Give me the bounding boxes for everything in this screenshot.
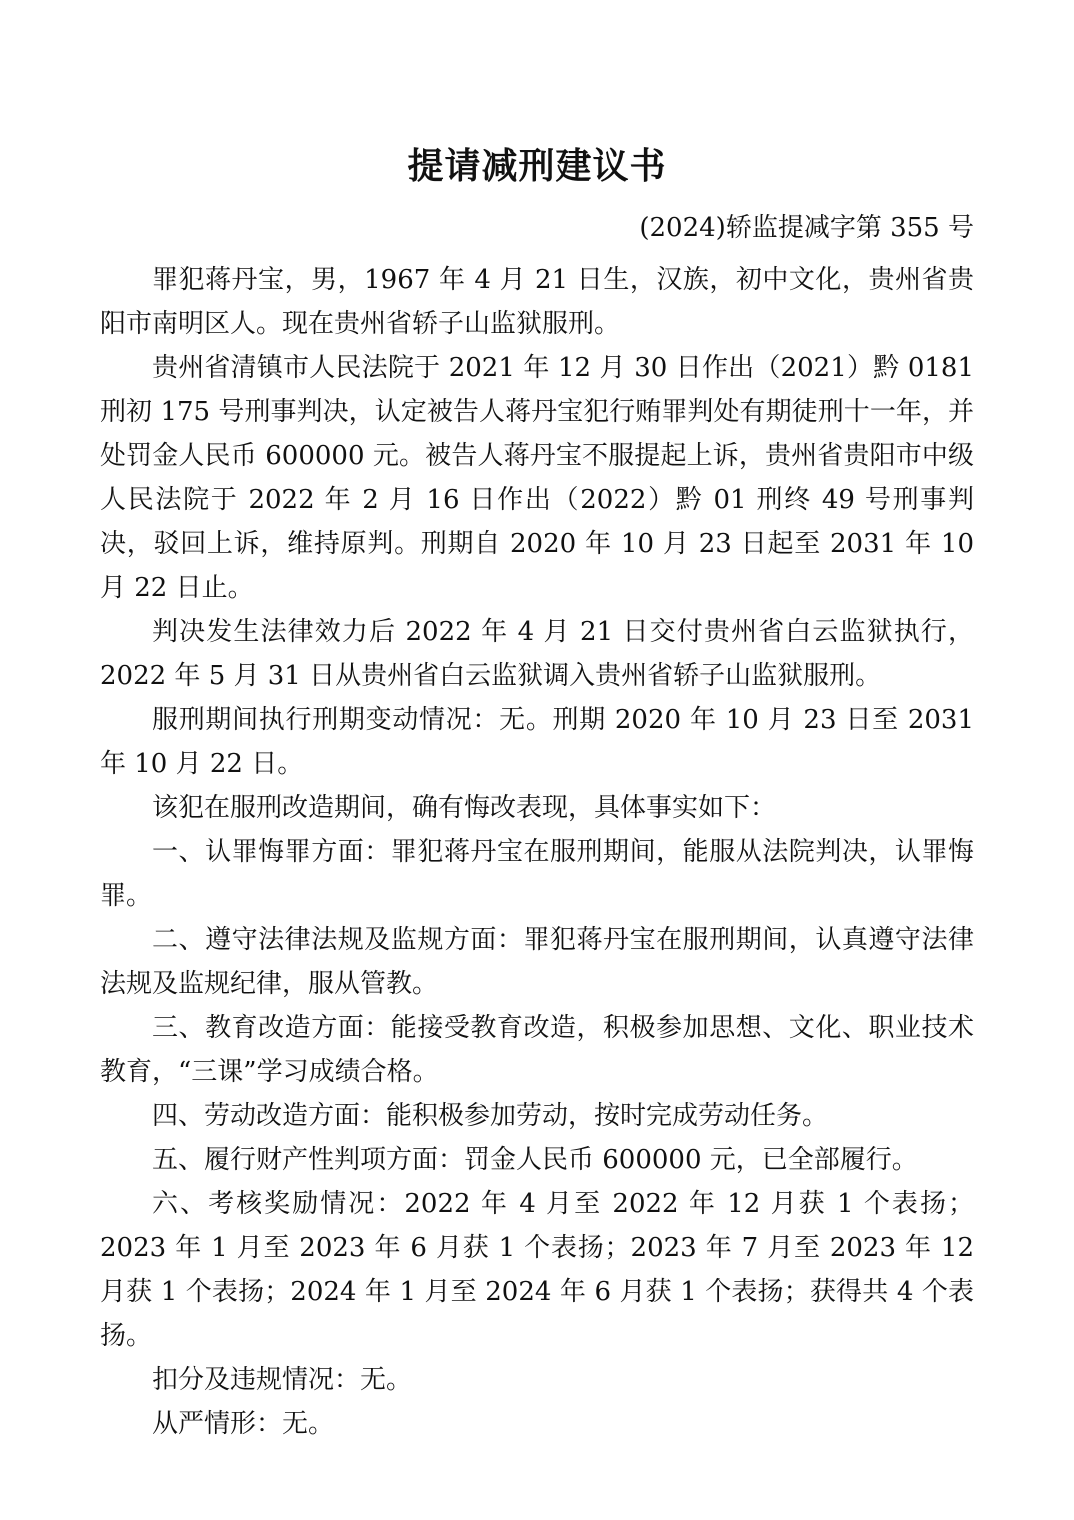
paragraph-violations: 扣分及违规情况：无。 bbox=[152, 1365, 413, 1395]
document-title: 提请减刑建议书 bbox=[407, 146, 667, 187]
paragraph-facts-intro: 该犯在服刑改造期间，确有悔改表现，具体事实如下： bbox=[152, 793, 777, 823]
paragraph-criminal-info: 罪犯蒋丹宝，男，1967 年 4 月 21 日生，汉族，初中文化，贵州省贵阳市南明区人。现在贵州省轿子山监狱服刑。 bbox=[100, 265, 974, 339]
paragraph-judgment: 贵州省清镇市人民法院于 2021 年 12 月 30 日作出（2021）黔 0181 刑初 175 号刑事判决，认定被告人蒋丹宝犯行贿罪判处有期徒刑十一年，并处罚金人民币 600000 元。被告人蒋丹宝不服提起上诉，贵州省贵阳市中级人民法院于 2022 年 2 月 16 日作出（2022）黔 01 刑终 49 号刑事判决，驳回上诉，维持原判。刑期自 2020 年 10 月 23 日起至 2031 年 10 月 22 日止。 bbox=[100, 353, 974, 603]
paragraph-rewards: 六、考核奖励情况：2022 年 4 月至 2022 年 12 月获 1 个表扬；2023 年 1 月至 2023 年 6 月获 1 个表扬；2023 年 7 月至 2023 年 12 月获 1 个表扬；2024 年 1 月至 2024 年 6 月获 1 个表扬；获得共 4 个表扬。 bbox=[100, 1189, 974, 1351]
paragraph-compliance: 二、遵守法律法规及监规方面：罪犯蒋丹宝在服刑期间，认真遵守法律法规及监规纪律，服从管教。 bbox=[100, 925, 974, 999]
paragraph-strict-circumstances: 从严情形：无。 bbox=[152, 1409, 335, 1439]
paragraph-education: 三、教育改造方面：能接受教育改造，积极参加思想、文化、职业技术教育，“三课”学习成绩合格。 bbox=[100, 1013, 974, 1087]
paragraph-transfer: 判决发生法律效力后 2022 年 4 月 21 日交付贵州省白云监狱执行，2022 年 5 月 31 日从贵州省白云监狱调入贵州省轿子山监狱服刑。 bbox=[100, 617, 974, 691]
paragraph-labor: 四、劳动改造方面：能积极参加劳动，按时完成劳动任务。 bbox=[152, 1101, 829, 1131]
paragraph-term-change: 服刑期间执行刑期变动情况：无。刑期 2020 年 10 月 23 日至 2031 年 10 月 22 日。 bbox=[100, 705, 974, 779]
document-number: (2024)轿监提减字第 355 号 bbox=[639, 213, 974, 243]
paragraph-confession: 一、认罪悔罪方面：罪犯蒋丹宝在服刑期间，能服从法院判决，认罪悔罪。 bbox=[100, 837, 974, 911]
paragraph-property: 五、履行财产性判项方面：罚金人民币 600000 元，已全部履行。 bbox=[152, 1145, 918, 1175]
document-body bbox=[100, 258, 974, 1446]
